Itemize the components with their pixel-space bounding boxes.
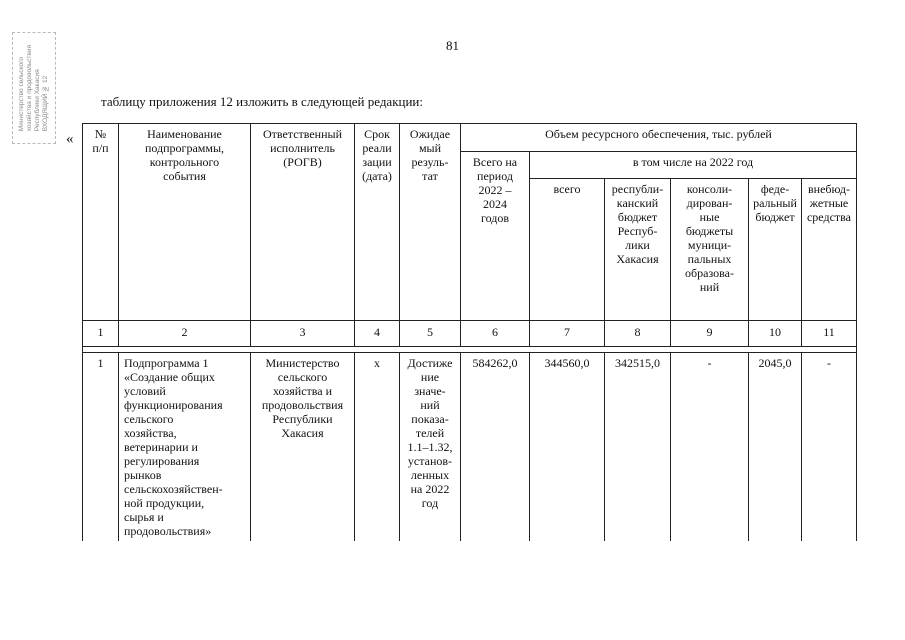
column-number: 7 [530, 321, 605, 347]
column-number: 11 [802, 321, 857, 347]
column-number: 6 [461, 321, 530, 347]
header-municipal-budgets: консоли- дирован- ные бюджеты муници- пальных образова- ний [671, 179, 749, 321]
header-total-period: Всего на период 2022 – 2024 годов [461, 152, 530, 321]
header-federal-budget: феде- ральный бюджет [749, 179, 802, 321]
column-number: 1 [83, 321, 119, 347]
table-row [83, 353, 857, 542]
header-term: Срок реали зации (дата) [355, 124, 400, 321]
column-number: 3 [251, 321, 355, 347]
row-municipal-budgets: - [671, 353, 749, 542]
row-all: 344560,0 [530, 353, 605, 542]
row-republic-budget: 342515,0 [605, 353, 671, 542]
column-number: 9 [671, 321, 749, 347]
row-number: 1 [83, 353, 119, 542]
header-republic-budget: республи- канский бюджет Респуб- лики Хакасия [605, 179, 671, 321]
column-number: 10 [749, 321, 802, 347]
header-resources: Объем ресурсного обеспечения, тыс. рублей [461, 124, 857, 152]
opening-quote-mark: « [66, 131, 74, 147]
header-name: Наименование подпрограммы, контрольного события [119, 124, 251, 321]
stamp-text: Министерство сельского хозяйства и продовольствия Республики Хакасия ВХОДЯЩИЙ № 12 [18, 44, 49, 132]
registration-stamp [12, 32, 56, 144]
row-result: Достиже ние значе- ний показа- телей 1.1–1.32, установ- ленных на 2022 год [400, 353, 461, 542]
intro-text: таблицу приложения 12 изложить в следующей редакции: [101, 94, 423, 109]
header-all: всего [530, 179, 605, 321]
header-number: № п/п [83, 124, 119, 321]
page-number: 81 [446, 38, 459, 53]
column-number: 4 [355, 321, 400, 347]
header-result: Ожидае мый резуль- тат [400, 124, 461, 321]
header-in-2022: в том числе на 2022 год [530, 152, 857, 179]
row-extrabudgetary: - [802, 353, 857, 542]
column-number: 2 [119, 321, 251, 347]
row-total-period: 584262,0 [461, 353, 530, 542]
column-number: 5 [400, 321, 461, 347]
row-term: х [355, 353, 400, 542]
column-number: 8 [605, 321, 671, 347]
row-executor: Министерство сельского хозяйства и продовольствия Республики Хакасия [251, 353, 355, 542]
resource-table [82, 123, 857, 541]
header-extrabudgetary: внебюд- жетные средства [802, 179, 857, 321]
row-name: Подпрограмма 1 «Создание общих условий функционирования сельского хозяйства, ветеринарии и регулирования рынков сельскохозяйствен- ной продукции, сырья и продовольствия» [119, 353, 251, 542]
row-federal-budget: 2045,0 [749, 353, 802, 542]
header-executor: Ответственный исполнитель (РОГВ) [251, 124, 355, 321]
